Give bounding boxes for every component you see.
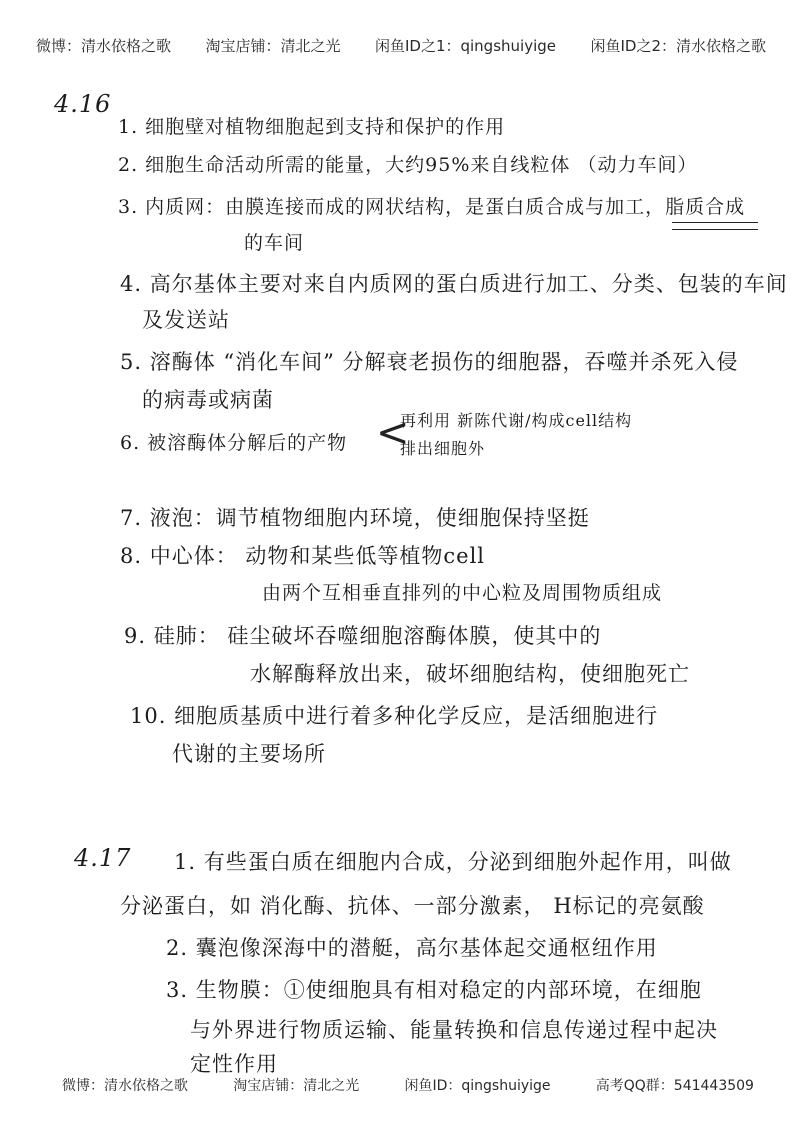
note-416-line-8a: 8. 中心体： 动物和某些低等植物cell xyxy=(120,544,486,568)
date-416: 4.16 xyxy=(54,90,112,118)
note-416-line-4b: 及发送站 xyxy=(142,308,230,332)
note-416-line-1: 1. 细胞壁对植物细胞起到支持和保护的作用 xyxy=(118,116,506,138)
note-416-line-3b: 的车间 xyxy=(244,232,305,254)
note-417-line-3a: 3. 生物膜：①使细胞具有相对稳定的内部环境，在细胞 xyxy=(166,978,702,1002)
note-416-line-6: 6. 被溶酶体分解后的产物 xyxy=(120,432,348,454)
note-416-line-5b: 的病毒或病菌 xyxy=(142,388,274,412)
header-xianyu-1: 闲鱼ID之1：qingshuiyige xyxy=(374,36,556,55)
note-416-line-5a: 5. 溶酶体 “消化车间” 分解衰老损伤的细胞器，吞噬并杀死入侵 xyxy=(120,350,739,374)
watermark-footer xyxy=(0,1072,800,1098)
note-417-line-1b: 分泌蛋白，如 消化酶、抗体、一部分激素， H标记的亮氨酸 xyxy=(120,894,705,918)
note-417-line-2: 2. 囊泡像深海中的潜艇，高尔基体起交通枢纽作用 xyxy=(166,936,658,960)
note-417-line-3b: 与外界进行物质运输、能量转换和信息传递过程中起决 xyxy=(190,1018,718,1042)
note-416-line-4a: 4. 高尔基体主要对来自内质网的蛋白质进行加工、分类、包装的车间 xyxy=(120,272,788,296)
footer-taobao: 淘宝店铺：清北之光 xyxy=(233,1078,360,1094)
note-416-line-8b: 由两个互相垂直排列的中心粒及周围物质组成 xyxy=(262,582,663,604)
double-underline-mark xyxy=(672,222,758,230)
footer-qq-group: 高考QQ群：541443509 xyxy=(595,1078,754,1094)
note-417-line-3c: 定性作用 xyxy=(190,1052,278,1076)
date-417: 4.17 xyxy=(74,844,132,872)
note-416-line-6b: 排出细胞外 xyxy=(400,439,486,458)
footer-xianyu: 闲鱼ID：qingshuiyige xyxy=(404,1078,551,1094)
note-416-line-9a: 9. 硅肺： 硅尘破坏吞噬细胞溶酶体膜，使其中的 xyxy=(124,624,602,648)
note-416-line-3a: 3. 内质网：由膜连接而成的网状结构，是蛋白质合成与加工，脂质合成 xyxy=(118,196,746,218)
watermark-header xyxy=(0,30,800,60)
footer-weibo: 微博：清水依格之歌 xyxy=(62,1078,188,1094)
note-416-line-9b: 水解酶释放出来，破坏细胞结构，使细胞死亡 xyxy=(250,662,690,686)
note-416-line-6a: 再利用 新陈代谢/构成cell结构 xyxy=(400,411,633,430)
header-xianyu-2: 闲鱼ID之2：清水依格之歌 xyxy=(590,36,766,55)
note-416-line-7: 7. 液泡：调节植物细胞内环境，使细胞保持坚挺 xyxy=(120,506,590,530)
note-416-line-10a: 10. 细胞质基质中进行着多种化学反应，是活细胞进行 xyxy=(130,704,659,728)
header-weibo: 微博：清水依格之歌 xyxy=(36,36,172,55)
note-416-line-10b: 代谢的主要场所 xyxy=(172,742,326,766)
note-416-line-2: 2. 细胞生命活动所需的能量，大约95%来自线粒体 （动力车间） xyxy=(118,154,698,176)
header-taobao: 淘宝店铺：清北之光 xyxy=(205,36,341,55)
note-417-line-1a: 1. 有些蛋白质在细胞内合成，分泌到细胞外起作用，叫做 xyxy=(174,850,732,874)
brace-mark: < xyxy=(376,410,410,456)
